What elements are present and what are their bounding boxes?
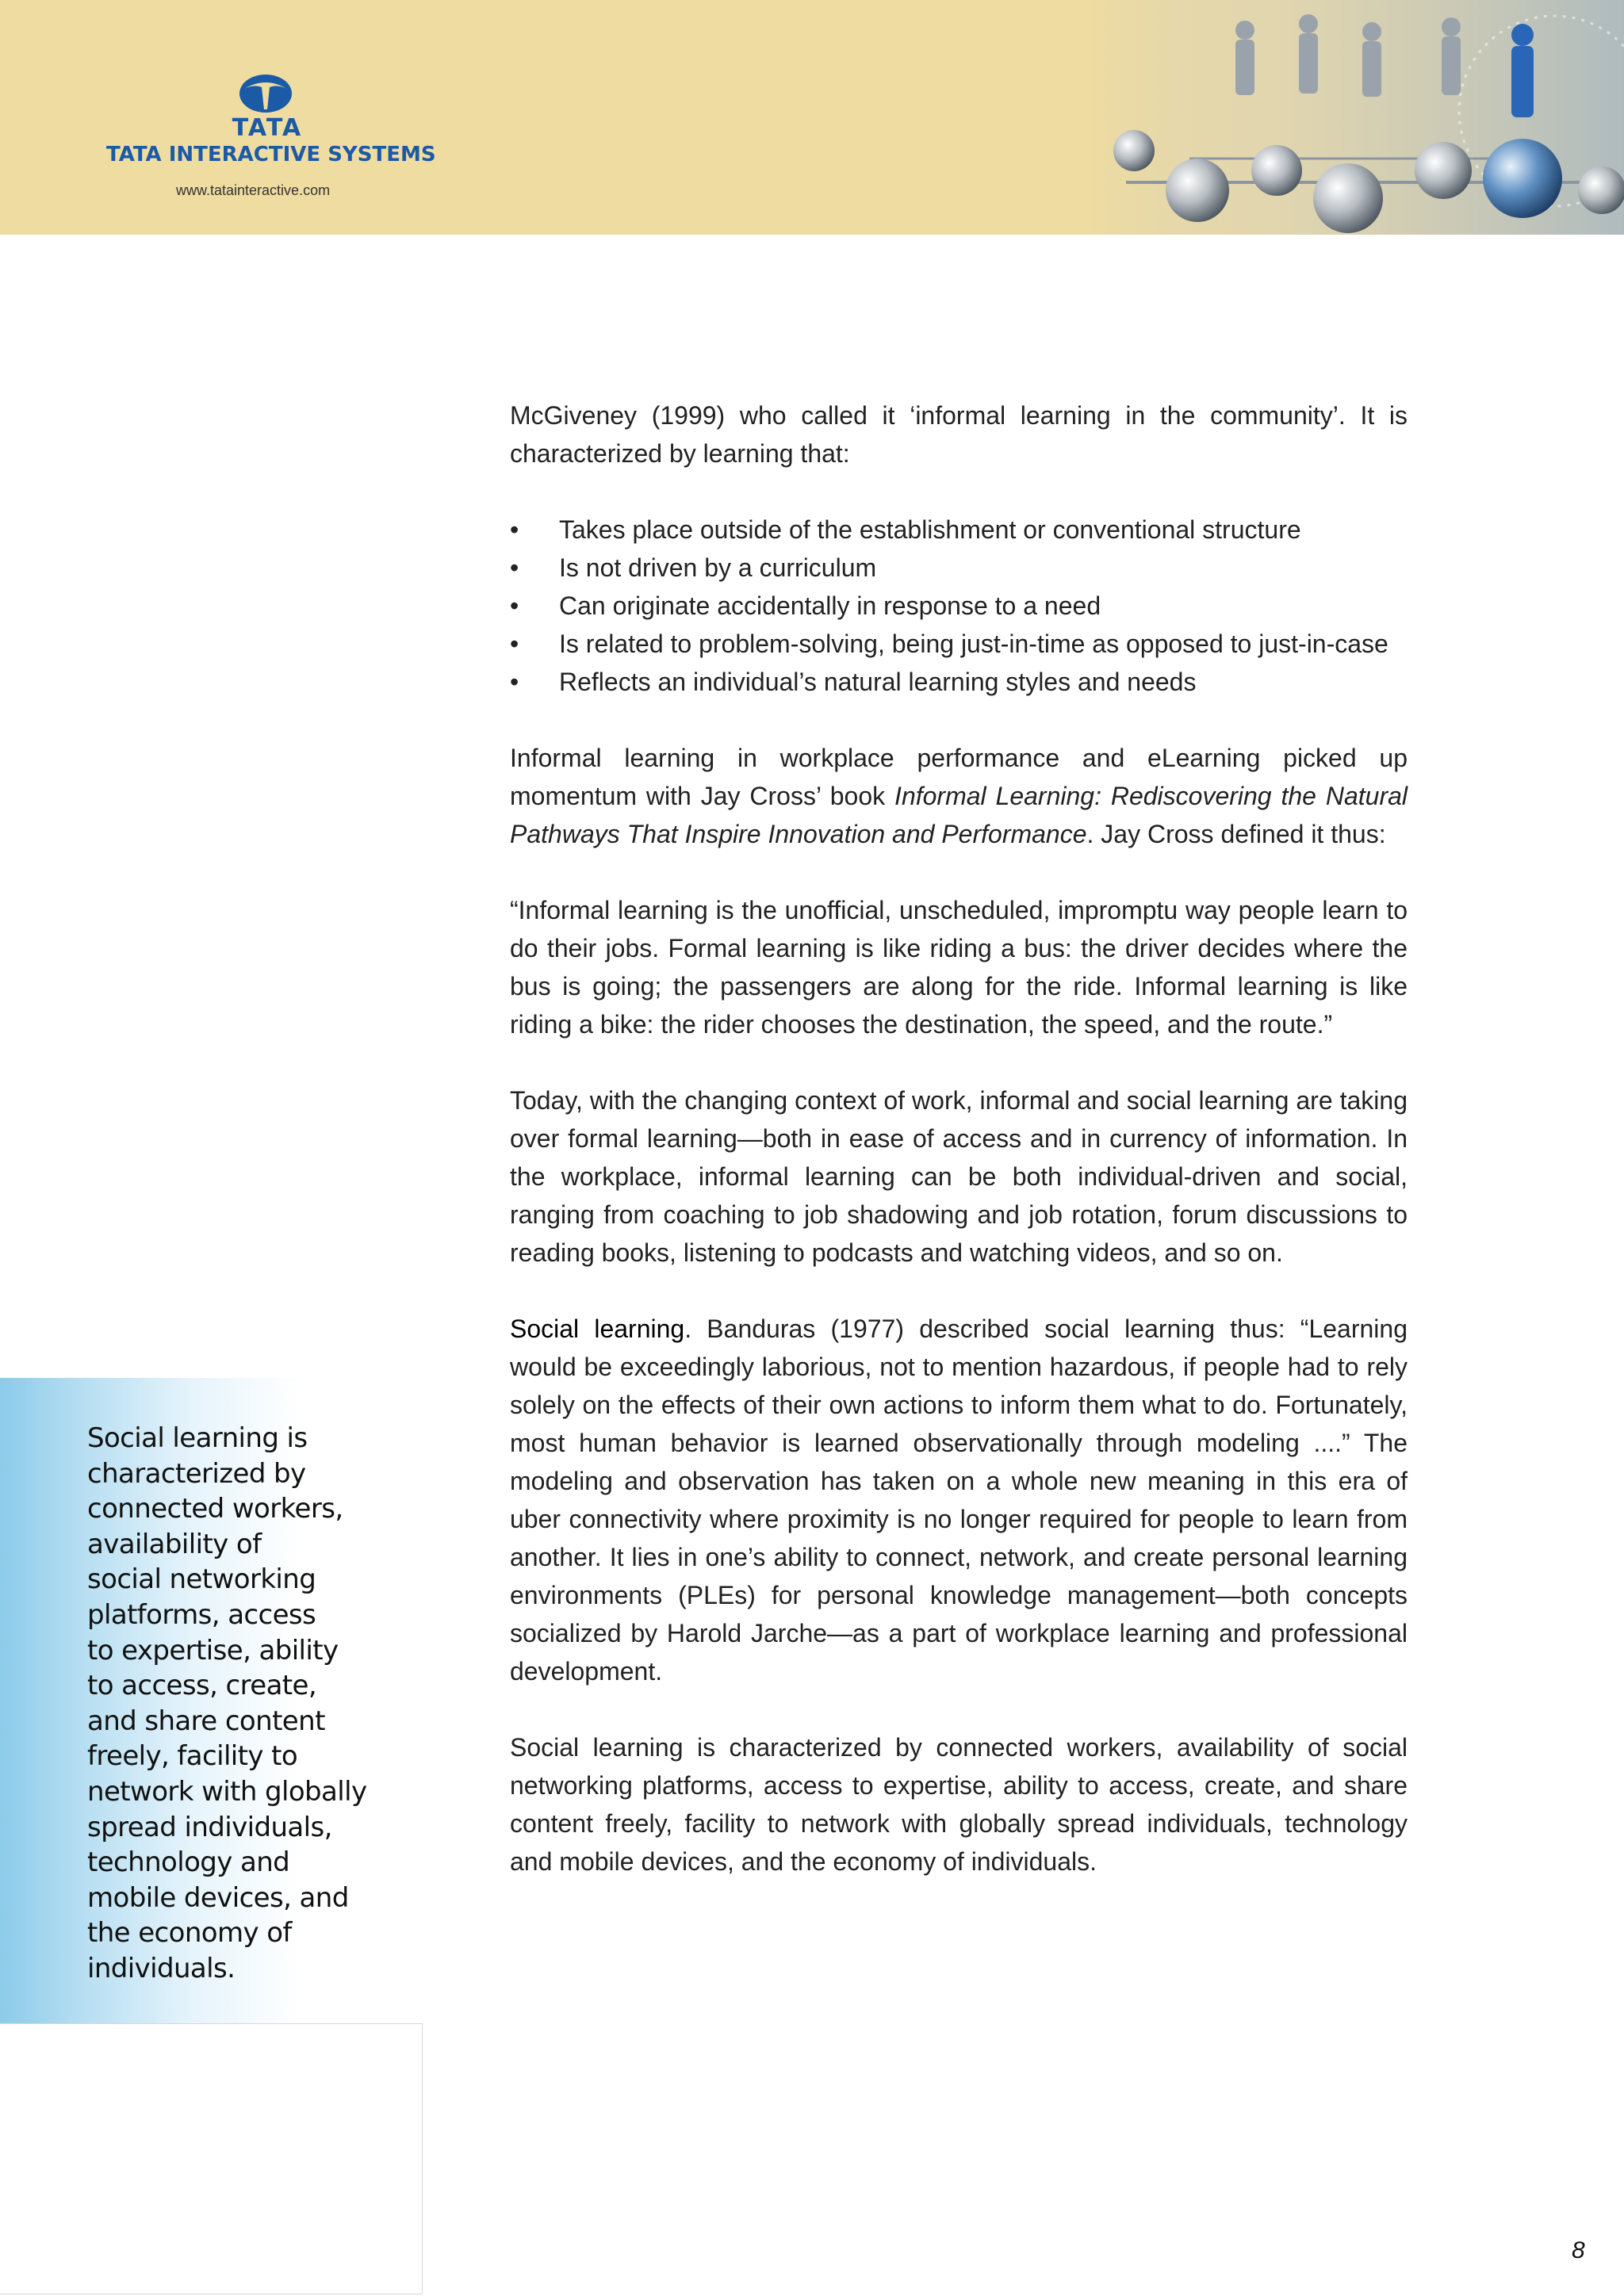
- bullet-icon: •: [510, 515, 519, 544]
- tata-logo-icon: [238, 73, 293, 114]
- company-url: www.tatainteractive.com: [176, 182, 331, 198]
- company-name: TATA INTERACTIVE SYSTEMS: [106, 143, 436, 166]
- intro-paragraph: McGiveney (1999) who called it ‘informal learning in the community’. It is characterized by learning that:: [510, 401, 1408, 468]
- main-content: [510, 396, 1408, 1881]
- bullet-icon: •: [510, 629, 519, 658]
- page-number: 8: [1572, 2237, 1585, 2263]
- list-item: • Can originate accidentally in response to a need: [510, 587, 1408, 625]
- today-paragraph: Today, with the changing context of work, informal and social learning are taking over formal learning—both in ease of access and in currency of information. In the workplace, informal learning can be both individual-driven and social, ranging from coaching to job shadowing and job rotation, forum discussions to reading books, listening to podcasts and watching videos, and so on.: [510, 1086, 1408, 1267]
- list-item: • Takes place outside of the establishment or conventional structure: [510, 511, 1408, 549]
- social-learning-heading: Social learning: [510, 1314, 685, 1343]
- jay-cross-paragraph: Informal learning in workplace performance and eLearning picked up momentum with Jay Cross’ book Informal Learning: Rediscovering the Natural Pathways That Inspire Innovation and Performance. Jay Cross defined it thus:: [510, 744, 1408, 848]
- header-network-illustration: [1078, 0, 1624, 235]
- list-item: • Reflects an individual’s natural learning styles and needs: [510, 663, 1408, 701]
- list-item: • Is not driven by a curriculum: [510, 549, 1408, 587]
- sidebar-box: [0, 2023, 423, 2294]
- logo-wordmark: TATA: [232, 114, 303, 142]
- jay-cross-quote: “Informal learning is the unofficial, unscheduled, impromptu way people learn to do their jobs. Formal learning is like riding a bus: the driver decides where the bus is going; the passengers are along for the ride. Informal learning is like riding a bike: the rider chooses the destination, the speed, and the route.”: [510, 896, 1408, 1039]
- bullet-icon: •: [510, 553, 519, 582]
- header-band: [0, 0, 1624, 235]
- bullet-icon: •: [510, 591, 519, 620]
- bullet-icon: •: [510, 668, 519, 696]
- book-title: Informal Learning: Rediscovering the Natural Pathways That Inspire Innovation and Performance: [510, 782, 1408, 848]
- characteristics-list: [510, 511, 1408, 701]
- pull-quote: Social learning is characterized by connected workers, availability of social networking platforms, access to expertise, ability to access, create, and share content freely, facility to network with globally spread individuals, technology and mobile devices, and the economy of individuals.: [87, 1422, 367, 1984]
- list-item: • Is related to problem-solving, being just-in-time as opposed to just-in-case: [510, 625, 1408, 663]
- characterized-paragraph: Social learning is characterized by connected workers, availability of social networking platforms, access to expertise, ability to access, create, and share content freely, facility to network with globally spread individuals, technology and mobile devices, and the economy of individuals.: [510, 1733, 1408, 1876]
- social-learning-paragraph: Social learning. Banduras (1977) described social learning thus: “Learning would be exceedingly laborious, not to mention hazardous, if people had to rely solely on the effects of their own actions to inform them what to do. Fortunately, most human behavior is learned observationally through modeling ....” The modeling and observation has taken on a whole new meaning in this era of uber connectivity where proximity is no longer required for people to learn from another. It lies in one’s ability to connect, network, and create personal learning environments (PLEs) for personal knowledge management—both concepts socialized by Harold Jarche—as a part of workplace learning and professional development.: [510, 1314, 1408, 1686]
